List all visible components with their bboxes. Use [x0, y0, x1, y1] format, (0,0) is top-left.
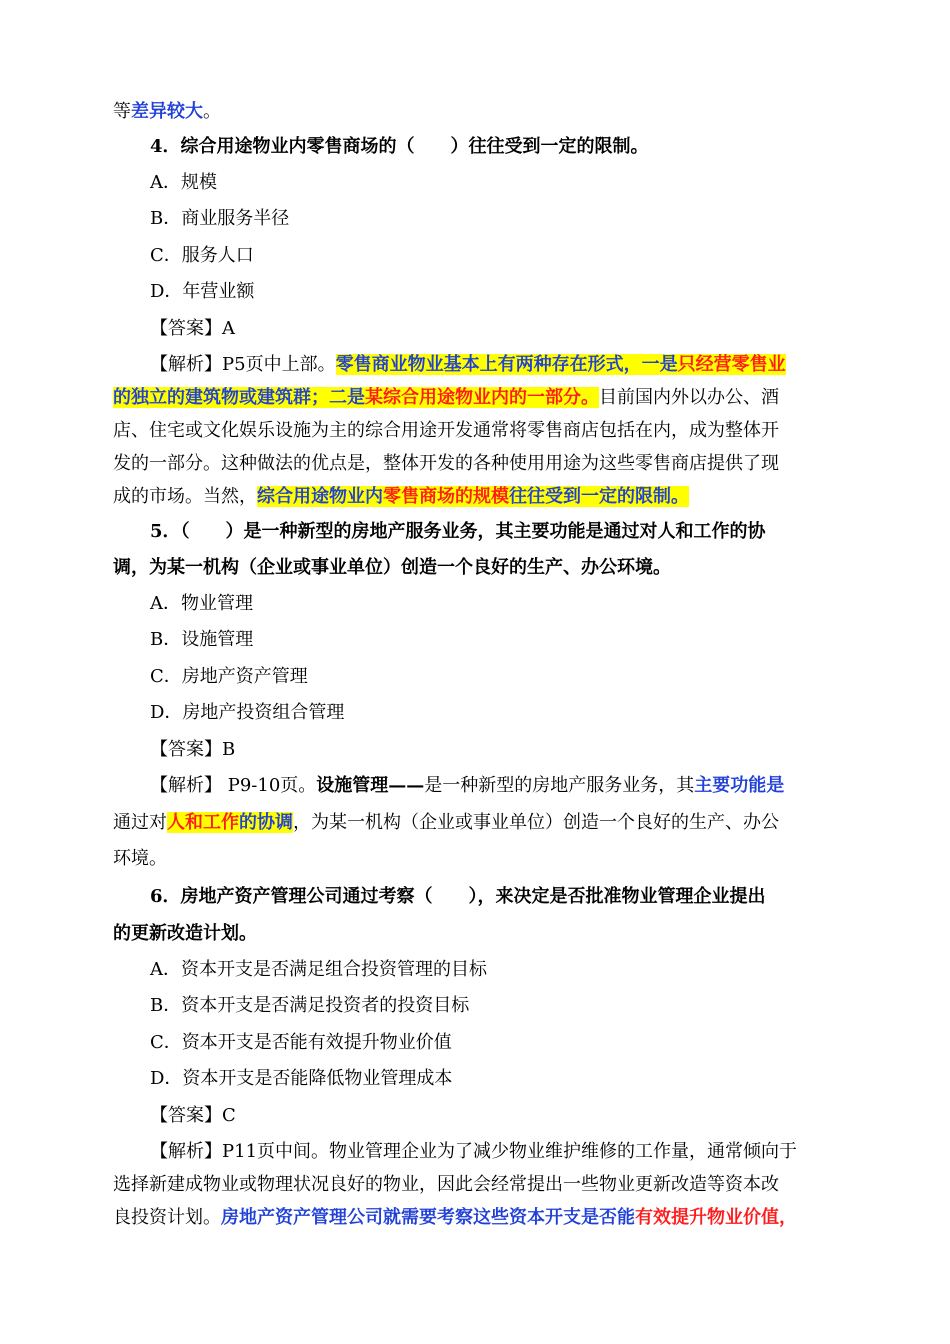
q4-analysis-line-5: 成的市场。当然，综合用途物业内零售商场的规模往往受到一定的限制。 — [113, 486, 689, 507]
q6-analysis-line-2: 选择新建成物业或物理状况良好的物业，因此会经常提出一些物业更新改造等资本改 — [113, 1174, 779, 1195]
question-6-stem-line-1: 6．房地产资产管理公司通过考察（ ），来决定是否批准物业管理企业提出 — [150, 886, 766, 907]
q5-option-b: B．设施管理 — [150, 629, 254, 650]
q6-option-d: D．资本开支是否能降低物业管理成本 — [150, 1068, 453, 1089]
q4-option-b: B．商业服务半径 — [150, 208, 290, 229]
q5-analysis-line-3: 环境。 — [113, 848, 167, 869]
q6-answer: 【答案】C — [150, 1105, 236, 1126]
q6-analysis-line-3: 良投资计划。房地产资产管理公司就需要考察这些资本开支是否能有效提升物业价值， — [113, 1207, 797, 1228]
emphasis-text: 差异较大 — [131, 101, 203, 122]
q4-answer: 【答案】A — [150, 318, 235, 339]
q6-option-c: C．资本开支是否能有效提升物业价值 — [150, 1032, 452, 1053]
q4-option-d: D．年营业额 — [150, 281, 255, 302]
q6-option-b: B．资本开支是否满足投资者的投资目标 — [150, 995, 470, 1016]
q4-option-c: C．服务人口 — [150, 245, 254, 266]
q4-analysis-line-4: 发的一部分。这种做法的优点是，整体开发的各种使用用途为这些零售商店提供了现 — [113, 453, 779, 474]
q5-analysis-line-1: 【解析】 P9-10页。设施管理——是一种新型的房地产服务业务，其主要功能是 — [150, 775, 785, 796]
q5-option-a: A．物业管理 — [150, 593, 253, 614]
q6-analysis-line-1: 【解析】P11页中间。物业管理企业为了减少物业维护维修的工作量，通常倾向于 — [150, 1141, 798, 1162]
q5-answer: 【答案】B — [150, 739, 236, 760]
q5-option-c: C．房地产资产管理 — [150, 666, 308, 687]
question-5-stem-line-2: 调，为某一机构（企业或事业单位）创造一个良好的生产、办公环境。 — [113, 557, 671, 578]
continued-text-line: 等差异较大。 — [113, 101, 221, 122]
q4-analysis-line-2: 的独立的建筑物或建筑群；二是某综合用途物业内的一部分。目前国内外以办公、酒 — [113, 387, 779, 408]
q4-analysis-line-1: 【解析】P5页中上部。零售商业物业基本上有两种存在形式，一是只经营零售业 — [150, 354, 786, 375]
q5-analysis-line-2: 通过对人和工作的协调，为某一机构（企业或事业单位）创造一个良好的生产、办公 — [113, 812, 779, 833]
q6-option-a: A．资本开支是否满足组合投资管理的目标 — [150, 959, 487, 980]
question-6-stem-line-2: 的更新改造计划。 — [113, 923, 257, 944]
q4-analysis-line-3: 店、住宅或文化娱乐设施为主的综合用途开发通常将零售商店包括在内，成为整体开 — [113, 420, 779, 441]
question-5-stem-line-1: 5．（ ）是一种新型的房地产服务业务，其主要功能是通过对人和工作的协 — [150, 521, 766, 542]
q4-option-a: A．规模 — [150, 172, 217, 193]
question-4-stem: 4．综合用途物业内零售商场的（ ）往往受到一定的限制。 — [150, 136, 649, 157]
q5-option-d: D．房地产投资组合管理 — [150, 702, 345, 723]
